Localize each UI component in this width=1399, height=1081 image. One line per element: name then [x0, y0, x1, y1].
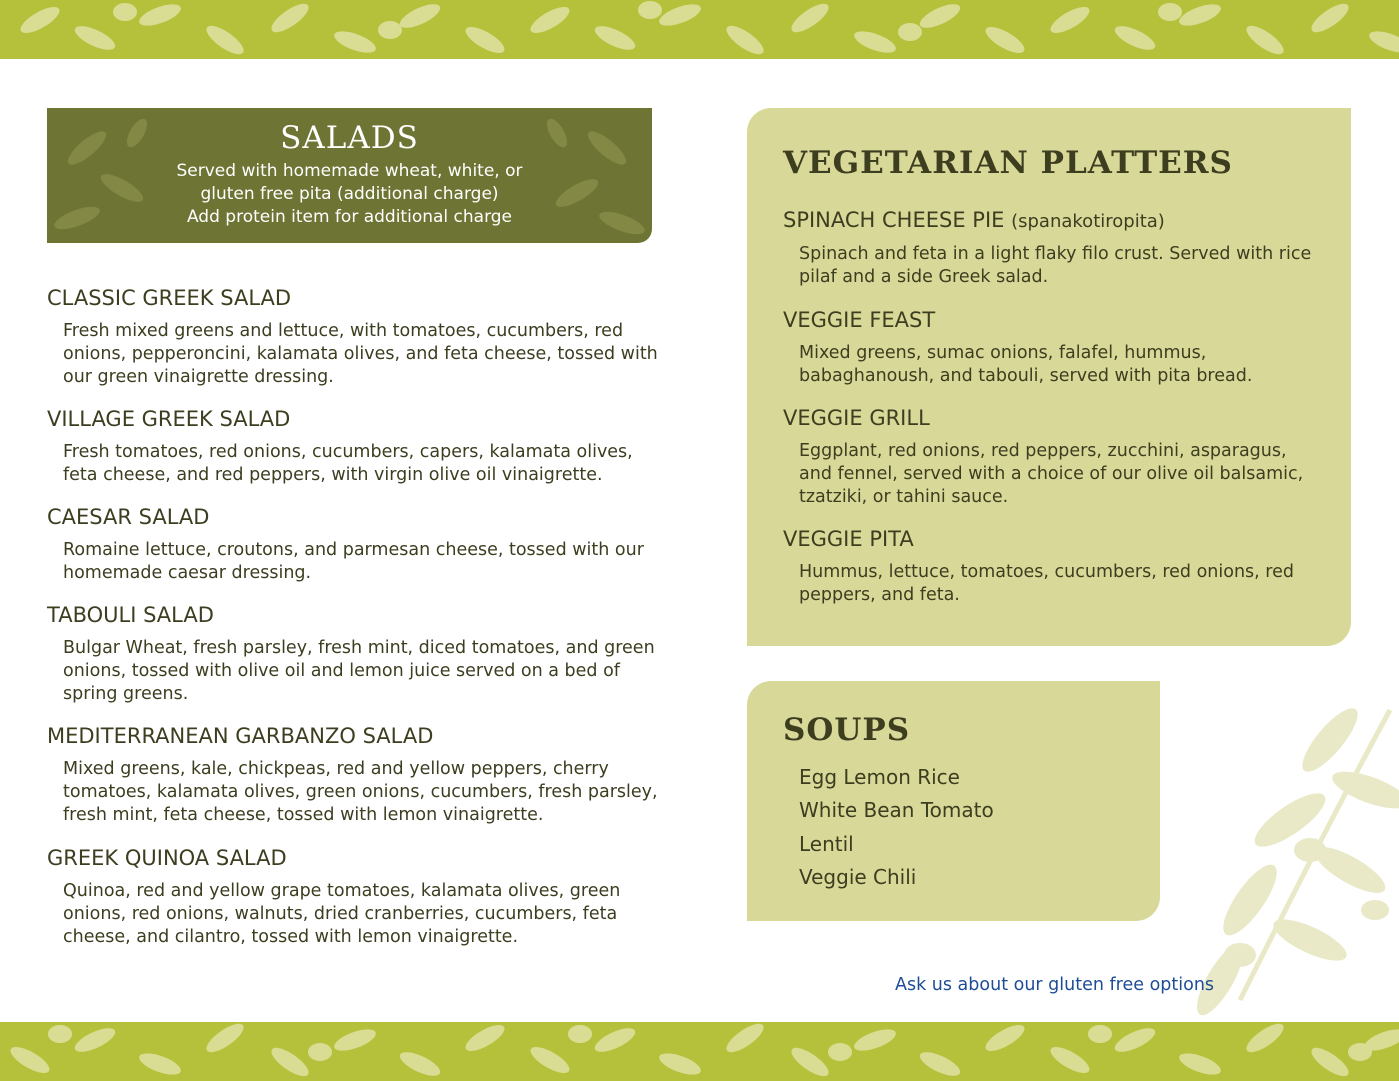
veg-item-name-text: SPINACH CHEESE PIE [783, 208, 1005, 232]
desc-line: tomatoes, kalamata olives, green onions, cucumbers, fresh parsley, [63, 782, 658, 802]
salad-item-name: MEDITERRANEAN GARBANZO SALAD [47, 724, 434, 748]
desc-line: Mixed greens, sumac onions, falafel, hummus, [799, 343, 1207, 363]
desc-line: homemade caesar dressing. [63, 563, 312, 583]
desc-line: fresh mint, feta cheese, tossed with lemon vinaigrette. [63, 805, 544, 825]
desc-line: onions, tossed with olive oil and lemon juice served on a bed of [63, 661, 620, 681]
salad-item-name: CAESAR SALAD [47, 505, 210, 529]
bottom-olive-band [0, 1022, 1399, 1081]
desc-line: Hummus, lettuce, tomatoes, cucumbers, red onions, red [799, 562, 1294, 582]
salads-header-banner [47, 108, 652, 243]
soup-item: Lentil [799, 832, 854, 856]
salad-item-desc [63, 539, 644, 585]
veg-item-desc [799, 342, 1252, 388]
desc-line: Romaine lettuce, croutons, and parmesan cheese, tossed with our [63, 540, 644, 560]
soups-title: SOUPS [783, 712, 911, 748]
desc-line: spring greens. [63, 684, 189, 704]
veg-item-name: VEGGIE PITA [783, 527, 914, 551]
soup-item: White Bean Tomato [799, 798, 994, 822]
desc-line: Spinach and feta in a light flaky filo crust. Served with rice [799, 244, 1312, 264]
salads-subtitle-line: gluten free pita (additional charge) [200, 184, 499, 204]
olive-branch-icon [1180, 700, 1399, 1022]
soup-item: Veggie Chili [799, 865, 917, 889]
veg-item-desc [799, 561, 1294, 607]
veg-item-name [783, 208, 1165, 232]
vegetarian-title: VEGETARIAN PLATTERS [783, 145, 1233, 181]
desc-line: peppers, and feta. [799, 585, 960, 605]
salad-item-desc [63, 441, 633, 487]
salad-item-name: VILLAGE GREEK SALAD [47, 407, 291, 431]
desc-line: Quinoa, red and yellow grape tomatoes, kalamata olives, green [63, 881, 621, 901]
gluten-free-note: Ask us about our gluten free options [895, 975, 1215, 995]
olive-pattern-icon [0, 1022, 1399, 1081]
desc-line: Fresh tomatoes, red onions, cucumbers, capers, kalamata olives, [63, 442, 633, 462]
desc-line: onions, pepperoncini, kalamata olives, and feta cheese, tossed with [63, 344, 658, 364]
desc-line: tzatziki, or tahini sauce. [799, 487, 1009, 507]
veg-item-desc [799, 243, 1311, 289]
desc-line: Eggplant, red onions, red peppers, zucchini, asparagus, [799, 441, 1287, 461]
desc-line: cheese, and cilantro, tossed with lemon vinaigrette. [63, 927, 519, 947]
salad-item-desc [63, 880, 620, 949]
veg-item-name: VEGGIE FEAST [783, 308, 936, 332]
salad-item-name: GREEK QUINOA SALAD [47, 846, 287, 870]
salad-item-desc [63, 758, 658, 827]
desc-line: and fennel, served with a choice of our olive oil balsamic, [799, 464, 1304, 484]
desc-line: babaghanoush, and tabouli, served with pita bread. [799, 366, 1253, 386]
desc-line: Mixed greens, kale, chickpeas, red and yellow peppers, cherry [63, 759, 609, 779]
olive-pattern-icon [0, 0, 1399, 59]
desc-line: onions, red onions, walnuts, dried cranberries, cucumbers, feta [63, 904, 618, 924]
veg-item-note: (spanakotiropita) [1011, 211, 1165, 232]
salads-title: SALADS [280, 120, 419, 156]
top-olive-band [0, 0, 1399, 59]
salads-subtitle-line: Add protein item for additional charge [186, 207, 513, 227]
salad-item-desc [63, 637, 655, 706]
desc-line: pilaf and a side Greek salad. [799, 267, 1049, 287]
soup-item: Egg Lemon Rice [799, 765, 960, 789]
salad-item-desc [63, 320, 658, 389]
desc-line: feta cheese, and red peppers, with virgin olive oil vinaigrette. [63, 465, 603, 485]
salads-subtitle [47, 160, 652, 229]
salad-item-name: TABOULI SALAD [47, 603, 214, 627]
salad-item-name: CLASSIC GREEK SALAD [47, 286, 292, 310]
salads-subtitle-line: Served with homemade wheat, white, or [176, 161, 523, 181]
veg-item-name: VEGGIE GRILL [783, 406, 930, 430]
desc-line: Bulgar Wheat, fresh parsley, fresh mint, diced tomatoes, and green [63, 638, 655, 658]
desc-line: our green vinaigrette dressing. [63, 367, 334, 387]
desc-line: Fresh mixed greens and lettuce, with tomatoes, cucumbers, red [63, 321, 624, 341]
veg-item-desc [799, 440, 1303, 509]
